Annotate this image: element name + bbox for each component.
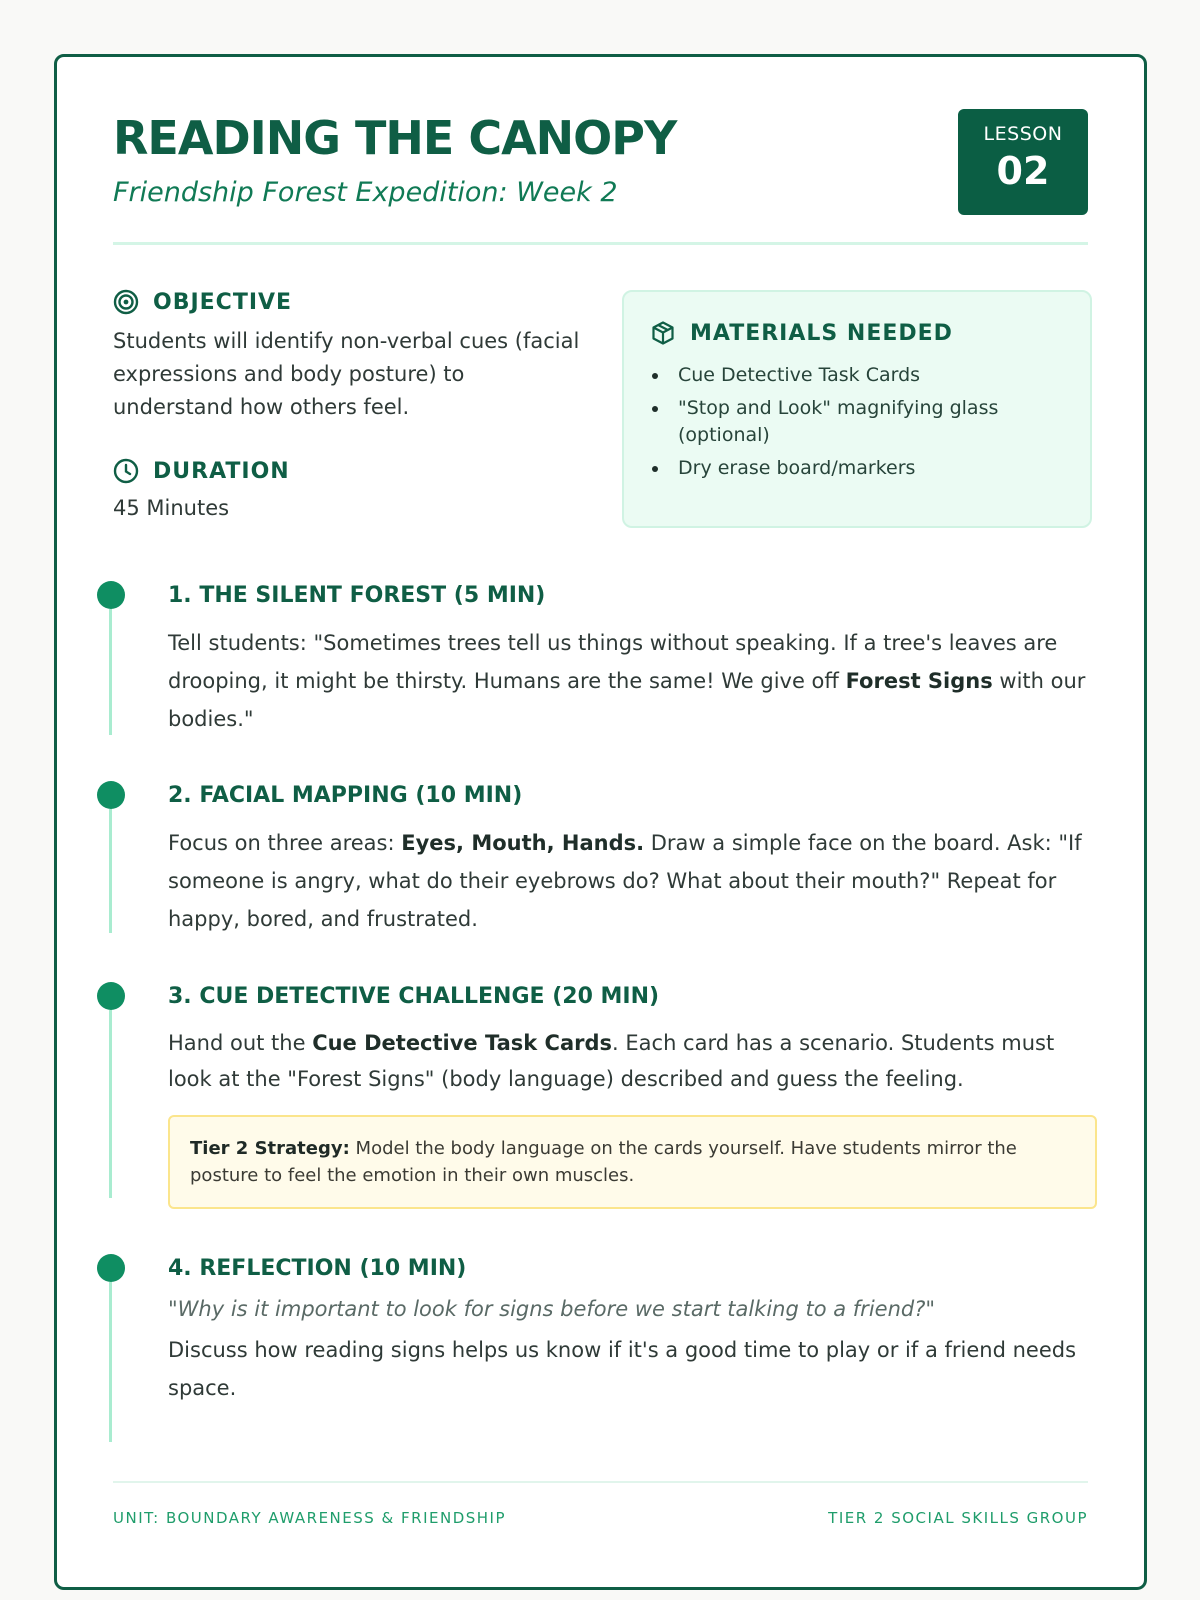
step-title: 4. REFLECTION (10 MIN) — [168, 1256, 467, 1281]
step-facial-mapping — [97, 781, 1097, 982]
timeline-line — [109, 1282, 112, 1442]
step-text: Hand out the Cue Detective Task Cards. Each card has a scenario. Students must look at the "Forest Signs" (body language) described and guess the feeling. — [168, 1031, 1055, 1091]
lesson-badge — [958, 109, 1088, 215]
target-icon — [113, 289, 139, 315]
duration-value: 45 Minutes — [113, 496, 230, 520]
step-title: 2. FACIAL MAPPING (10 MIN) — [168, 783, 523, 808]
duration-heading-label: DURATION — [153, 458, 290, 484]
step-text: Focus on three areas: Eyes, Mouth, Hands. Draw a simple face on the board. Ask: "If someone is angry, what do their eyebrows do? What about their mouth?" Repeat for happy, bored, and frustrated. — [168, 831, 1082, 931]
page-footer — [113, 1481, 1088, 1527]
objective-text: Students will identify non-verbal cues (facial expressions and body posture) to understand how others feel. — [113, 329, 580, 419]
step-text: Discuss how reading signs helps us know if it's a good time to play or if a friend needs space. — [168, 1338, 1077, 1400]
clock-icon — [113, 458, 139, 484]
step-highlight: Cue Detective Task Cards — [312, 1031, 613, 1055]
step-cue-detective — [97, 982, 1097, 1254]
timeline-dot — [97, 982, 125, 1010]
lesson-label: LESSON — [983, 123, 1063, 145]
lesson-card — [54, 54, 1147, 1590]
footer-unit: UNIT: BOUNDARY AWARENESS & FRIENDSHIP — [113, 1509, 507, 1527]
step-reflection — [97, 1254, 1097, 1444]
lesson-header — [113, 109, 1088, 245]
materials-list — [650, 362, 1064, 482]
step-highlight: Forest Signs — [845, 669, 993, 693]
objective-heading-label: OBJECTIVE — [153, 289, 293, 315]
lesson-number: 02 — [996, 149, 1050, 193]
step-text: Tell students: "Sometimes trees tell us things without speaking. If a tree's leaves are drooping, it might be thirsty. Humans are the same! We give off Forest Signs with our bodies." — [168, 631, 1086, 731]
timeline-dot — [97, 781, 125, 809]
materials-heading — [650, 320, 1064, 346]
reflection-quote: "Why is it important to look for signs before we start talking to a friend?" — [168, 1297, 936, 1321]
strategy-text: Model the body language on the cards yourself. Have students mirror the posture to feel the emotion in their own muscles. — [190, 1138, 1017, 1186]
timeline-dot — [97, 581, 125, 609]
materials-box — [622, 290, 1092, 528]
step-silent-forest — [97, 581, 1097, 781]
tier2-strategy-callout — [168, 1115, 1097, 1209]
timeline-line — [109, 609, 112, 735]
timeline-line — [109, 1010, 112, 1198]
objective-heading — [113, 289, 583, 315]
materials-item: Cue Detective Task Cards — [650, 362, 1064, 389]
step-title: 1. THE SILENT FOREST (5 MIN) — [168, 583, 546, 608]
timeline-line — [109, 809, 112, 933]
materials-heading-label: MATERIALS NEEDED — [690, 320, 953, 346]
lesson-steps — [97, 581, 1097, 1444]
step-highlight: Eyes, Mouth, Hands. — [401, 831, 645, 855]
timeline-dot — [97, 1254, 125, 1282]
duration-heading — [113, 458, 583, 484]
page-title: READING THE CANOPY — [113, 111, 677, 165]
strategy-label: Tier 2 Strategy: — [190, 1138, 350, 1159]
overview-column — [113, 289, 583, 520]
materials-item: Dry erase board/markers — [650, 455, 1064, 482]
box-icon — [650, 320, 676, 346]
page-subtitle: Friendship Forest Expedition: Week 2 — [113, 177, 618, 208]
materials-item: "Stop and Look" magnifying glass (optional) — [650, 395, 1064, 449]
footer-group: TIER 2 SOCIAL SKILLS GROUP — [828, 1509, 1088, 1527]
step-title: 3. CUE DETECTIVE CHALLENGE (20 MIN) — [168, 984, 660, 1009]
